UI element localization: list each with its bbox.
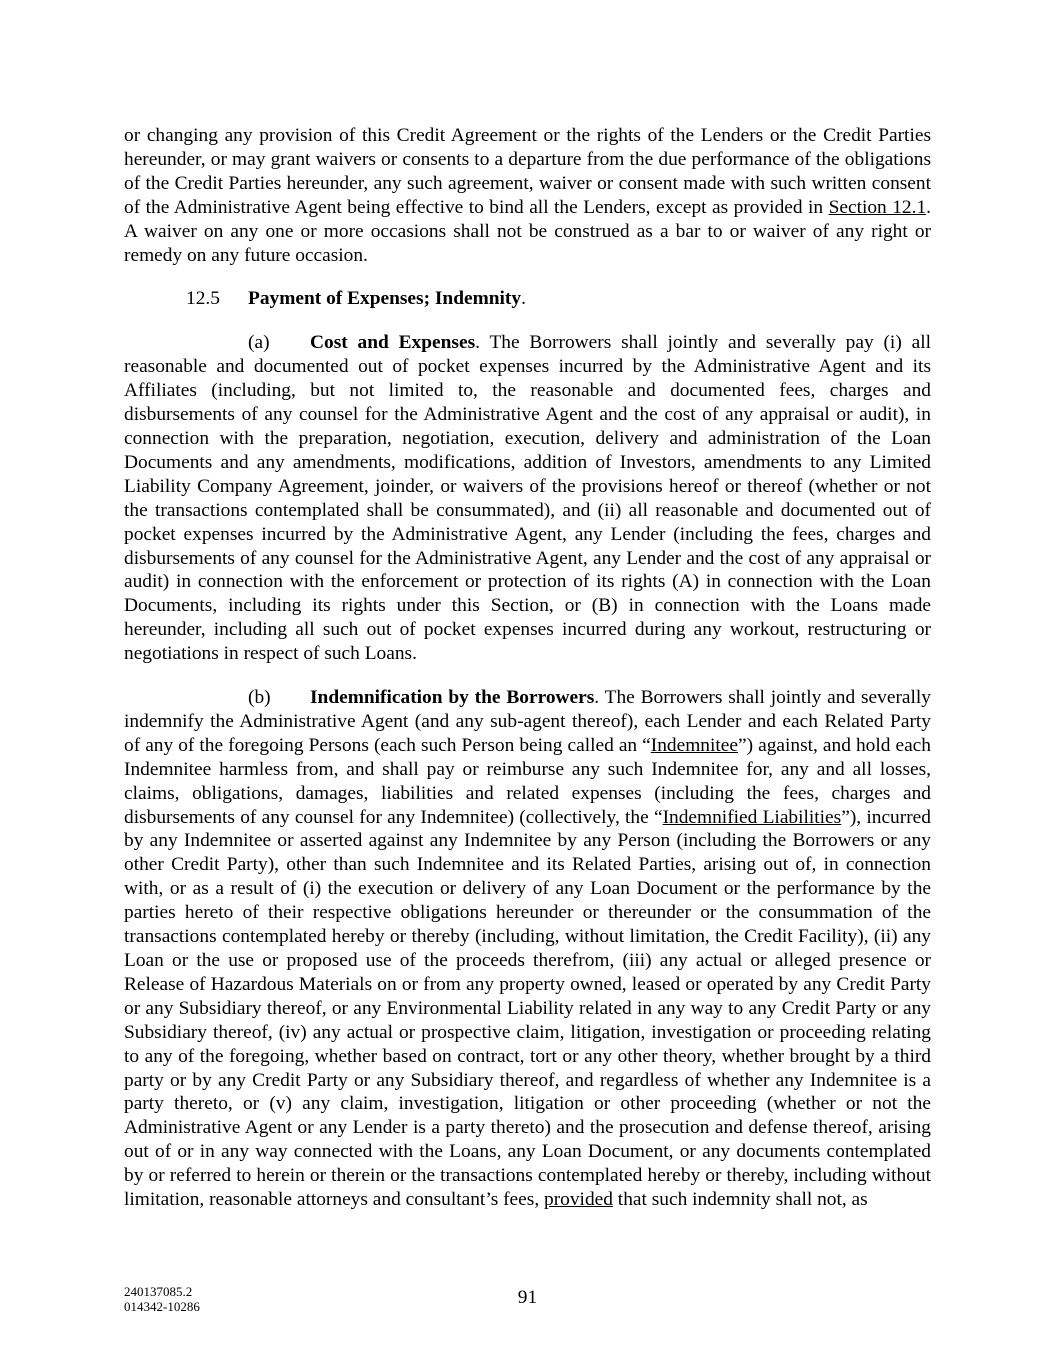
paragraph-b-text-2: ”) against, and hold each Indemnitee harmless from, and shall pay or reimburse any such Indemnitee for, any and all losses, claims, obligations, damages, liabilities and related expenses (including the fees, charges and disbursements of any counsel for any Indemnitee) (collectively, the “: [124, 734, 931, 828]
footer-doc-id-line2: 014342-10286: [124, 1299, 200, 1314]
section-heading: [124, 287, 931, 311]
page-number: 91: [517, 1287, 538, 1308]
section-reference-link: Section 12.1: [828, 196, 927, 218]
paragraph-b-title: Indemnification by the Borrowers: [310, 687, 595, 709]
defined-term-indemnitee: Indemnitee: [650, 734, 738, 756]
intro-paragraph: [124, 124, 931, 267]
paragraph-cost-and-expenses: [124, 331, 931, 666]
paragraph-a-title: Cost and Expenses: [310, 332, 476, 354]
intro-text-after-ref: . A waiver on any one or more occasions shall not be construed as a bar to or waiver of any right or remedy on any future occasion.: [124, 196, 931, 266]
footer-doc-id-line1: 240137085.2: [124, 1284, 193, 1299]
paragraph-b-text-4: that such indemnity shall not, as: [612, 1189, 868, 1211]
paragraph-b-label: (b): [248, 687, 271, 709]
document-body: [124, 124, 931, 1232]
section-title-suffix: .: [521, 288, 526, 310]
section-number: 12.5: [186, 288, 220, 310]
proviso-term: provided: [544, 1189, 613, 1211]
defined-term-indemnified-liabilities: Indemnified Liabilities: [662, 806, 842, 828]
paragraph-b-text-1: . The Borrowers shall jointly and severally indemnify the Administrative Agent (and any sub-agent thereof), each Lender and each Related Party of any of the foregoing Persons (each such Person being called an “: [124, 687, 931, 756]
section-title: Payment of Expenses; Indemnity: [248, 288, 522, 310]
paragraph-a-text: . The Borrowers shall jointly and severally pay (i) all reasonable and documented out of pocket expenses incurred by the Administrative Agent and its Affiliates (including, but not limited to, the reasonable and documented fees, charges and disbursements of any counsel for the Administrative Agent and the cost of any appraisal or audit), in connection with the preparation, negotiation, execution, delivery and administration of the Loan Documents and any amendments, modifications, addition of Investors, amendments to any Limited Liability Company Agreement, joinder, or waivers of the provisions hereof or thereof (whether or not the transactions contemplated shall be consummated), and (ii) all reasonable and documented out of pocket expenses incurred by the Administrative Agent, any Lender (including the fees, charges and disbursements of any counsel for the Administrative Agent, any Lender and the cost of any appraisal or audit) in connection with the enforcement or protection of its rights (A) in connection with the Loan Documents, including its rights under this Section, or (B) in connection with the Loans made hereunder, including all such out of pocket expenses incurred during any workout, restructuring or negotiations in respect of such Loans.: [124, 332, 931, 665]
paragraph-a-label: (a): [248, 332, 270, 354]
intro-text-before-ref: or changing any provision of this Credit Agreement or the rights of the Lenders or the Credit Parties hereunder, or may grant waivers or consents to a departure from the due performance of the obligations of the Credit Parties hereunder, any such agreement, waiver or consent made with such written consent of the Administrative Agent being effective to bind all the Lenders, except as provided in: [124, 125, 931, 218]
paragraph-b-text-3: ”), incurred by any Indemnitee or asserted against any Indemnitee by any Person (including the Borrowers or any other Credit Party), other than such Indemnitee and its Related Parties, arising out of, in connection with, or as a result of (i) the execution or delivery of any Loan Document or the performance by the parties hereto of their respective obligations hereunder or thereunder or the consummation of the transactions contemplated hereby or thereby (including, without limitation, the Credit Facility), (ii) any Loan or the use or proposed use of the proceeds therefrom, (iii) any actual or alleged presence or Release of Hazardous Materials on or from any property owned, leased or operated by any Credit Party or any Subsidiary thereof, or any Environmental Liability related in any way to any Credit Party or any Subsidiary thereof, (iv) any actual or prospective claim, litigation, investigation or proceeding relating to any of the foregoing, whether based on contract, tort or any other theory, whether brought by a third party or by any Credit Party or any Subsidiary thereof, and regardless of whether any Indemnitee is a party thereto, or (v) any claim, investigation, litigation or other proceeding (whether or not the Administrative Agent or any Lender is a party thereto) and the prosecution and defense thereof, arising out of or in any way connected with the Loans, any Loan Document, or any documents contemplated by or referred to herein or therein or the transactions contemplated hereby or thereby, including without limitation, reasonable attorneys and consultant’s fees,: [124, 806, 931, 1211]
paragraph-indemnification: [124, 686, 931, 1212]
